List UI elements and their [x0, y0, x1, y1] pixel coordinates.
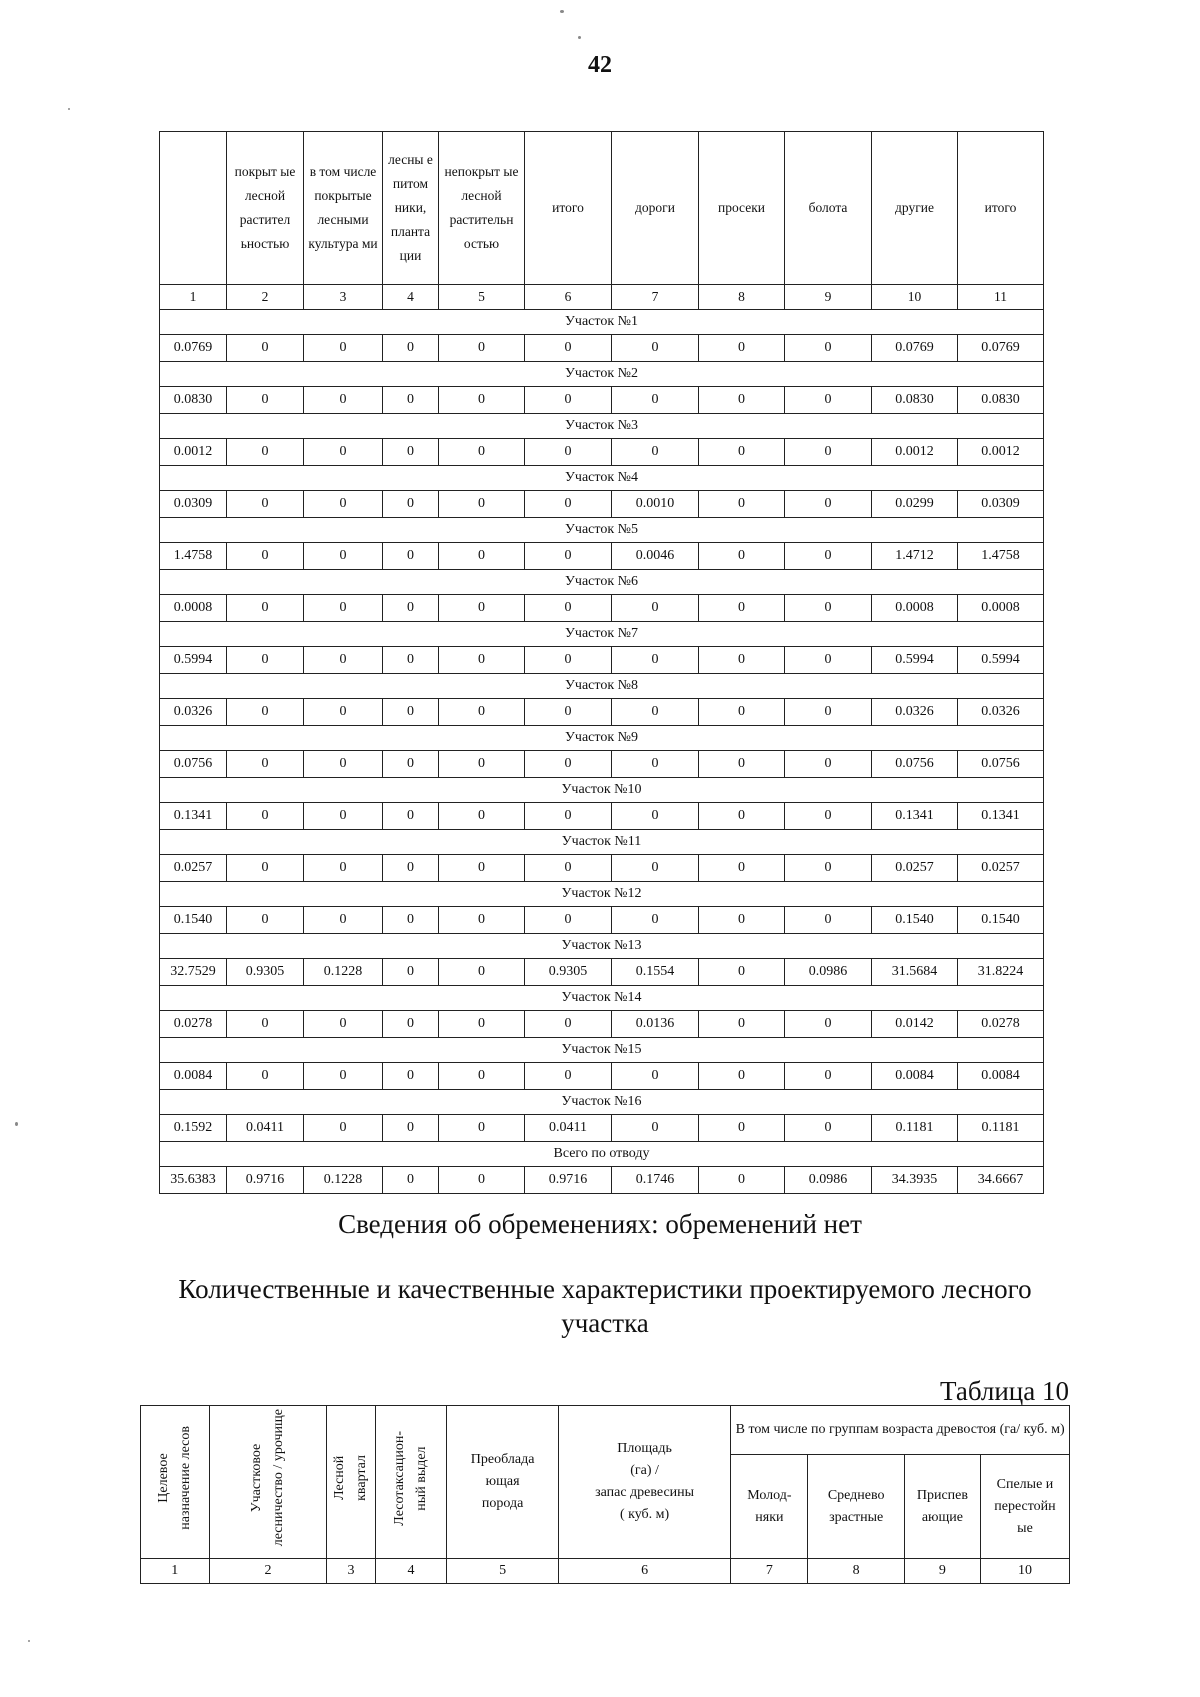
section-title: Участок №15 [160, 1038, 1044, 1063]
table-cell: 0 [383, 491, 439, 518]
table-cell: 0 [785, 907, 872, 934]
section-title: Участок №14 [160, 986, 1044, 1011]
table-cell: 0 [525, 387, 612, 414]
table-cell: 0.0769 [160, 335, 227, 362]
table-cell: 35.6383 [160, 1167, 227, 1194]
table-cell: 0.0008 [958, 595, 1044, 622]
table-cell: 0 [525, 491, 612, 518]
table-cell: 0 [383, 1011, 439, 1038]
column-number-row [160, 285, 1044, 310]
section-header-row [160, 1142, 1044, 1167]
table-cell: 0 [439, 1115, 525, 1142]
col-header-mature: Спелые и перестойн ые [980, 1455, 1069, 1559]
section-title: Участок №2 [160, 362, 1044, 387]
table-cell: 0.0756 [872, 751, 958, 778]
section-title: Участок №1 [160, 310, 1044, 335]
table-cell: 0 [227, 647, 304, 674]
table-row [160, 491, 1044, 518]
table-cell: 0.0010 [612, 491, 699, 518]
column-number: 2 [227, 285, 304, 310]
table-cell: 0.0830 [160, 387, 227, 414]
table-cell: 0 [699, 959, 785, 986]
section-title: Участок №7 [160, 622, 1044, 647]
column-number: 9 [785, 285, 872, 310]
section-header-row [160, 778, 1044, 803]
section-title: Участок №4 [160, 466, 1044, 491]
table-cell: 0.1181 [872, 1115, 958, 1142]
table-cell: 0 [304, 751, 383, 778]
table-cell: 0 [304, 855, 383, 882]
table-cell: 0 [227, 751, 304, 778]
table-cell: 0 [612, 1115, 699, 1142]
table-cell: 0 [699, 543, 785, 570]
table-cell: 0.0012 [872, 439, 958, 466]
col-header-forestry: Участковое лесничество / урочище [209, 1406, 327, 1559]
table-cell: 0.0830 [958, 387, 1044, 414]
table-cell: 0.1228 [304, 959, 383, 986]
table-cell: 0.0257 [872, 855, 958, 882]
table-row [160, 959, 1044, 986]
section-header-row [160, 986, 1044, 1011]
table-cell: 0.0756 [958, 751, 1044, 778]
table-cell: 0.0309 [958, 491, 1044, 518]
table-cell: 0 [612, 855, 699, 882]
table-cell: 1.4712 [872, 543, 958, 570]
table-cell: 0 [383, 543, 439, 570]
table-cell: 0.0299 [872, 491, 958, 518]
table-cell: 0 [439, 907, 525, 934]
table-cell: 0.0084 [872, 1063, 958, 1090]
table-cell: 0.0326 [872, 699, 958, 726]
section-header-row [160, 934, 1044, 959]
table-cell: 0 [525, 803, 612, 830]
table-cell: 0 [785, 439, 872, 466]
section-title: Участок №16 [160, 1090, 1044, 1115]
table-cell: 0.9716 [227, 1167, 304, 1194]
section-title: Всего по отводу [160, 1142, 1044, 1167]
table-body [160, 285, 1044, 1194]
table-cell: 0 [439, 803, 525, 830]
table-cell: 0 [612, 699, 699, 726]
table-cell: 0 [699, 699, 785, 726]
col-header-ripening: Приспев ающие [904, 1455, 980, 1559]
table-row [160, 907, 1044, 934]
col-header: дороги [612, 132, 699, 285]
table-cell: 0 [383, 387, 439, 414]
table-cell: 0.9305 [525, 959, 612, 986]
section-header-row [160, 1090, 1044, 1115]
col-header: в том числе покрытые лесными культура ми [304, 132, 383, 285]
table-cell: 0 [439, 543, 525, 570]
section-title: Участок №3 [160, 414, 1044, 439]
section-title: Участок №8 [160, 674, 1044, 699]
table-cell: 0 [227, 907, 304, 934]
section-title: Участок №11 [160, 830, 1044, 855]
table-cell: 0 [304, 1063, 383, 1090]
column-number: 3 [327, 1559, 375, 1584]
table-cell: 0 [699, 647, 785, 674]
table-cell: 0 [304, 335, 383, 362]
section-header-row [160, 726, 1044, 751]
table-cell: 1.4758 [160, 543, 227, 570]
table-cell: 0 [304, 491, 383, 518]
col-header: другие [872, 132, 958, 285]
table-cell: 0 [227, 387, 304, 414]
column-number: 1 [160, 285, 227, 310]
table-cell: 0 [699, 751, 785, 778]
section-header-row [160, 882, 1044, 907]
table-cell: 0 [439, 647, 525, 674]
table-cell: 0.0326 [958, 699, 1044, 726]
column-number: 6 [558, 1559, 731, 1584]
section-title: Участок №6 [160, 570, 1044, 595]
table-cell: 0 [525, 1011, 612, 1038]
table-row [160, 1063, 1044, 1090]
table-cell: 0 [785, 335, 872, 362]
column-number: 5 [439, 285, 525, 310]
table-cell: 0.0278 [958, 1011, 1044, 1038]
table-cell: 0 [785, 543, 872, 570]
table-cell: 0 [227, 491, 304, 518]
table-cell: 0 [383, 1167, 439, 1194]
table-cell: 0 [439, 1167, 525, 1194]
col-header-species: Преоблада ющая порода [447, 1406, 558, 1559]
table-cell: 0 [525, 699, 612, 726]
table-cell: 0 [304, 387, 383, 414]
table-cell: 0 [785, 491, 872, 518]
column-number: 3 [304, 285, 383, 310]
col-header: просеки [699, 132, 785, 285]
table-cell: 0 [612, 907, 699, 934]
column-number: 1 [141, 1559, 210, 1584]
table-cell: 0.0411 [525, 1115, 612, 1142]
table-row [160, 1167, 1044, 1194]
table-cell: 0.1228 [304, 1167, 383, 1194]
table-cell: 0.1592 [160, 1115, 227, 1142]
table-cell: 0.5994 [872, 647, 958, 674]
section-header-row [160, 518, 1044, 543]
table-cell: 0 [227, 543, 304, 570]
table-cell: 0.1181 [958, 1115, 1044, 1142]
table-cell: 0 [383, 439, 439, 466]
table-cell: 0 [383, 751, 439, 778]
table-row [160, 803, 1044, 830]
table-cell: 0.5994 [958, 647, 1044, 674]
col-header-purpose: Целевое назначение лесов [141, 1406, 210, 1559]
table-cell: 0 [439, 439, 525, 466]
table-cell: 0 [439, 1011, 525, 1038]
table-cell: 0 [785, 1063, 872, 1090]
table-cell: 0.0084 [958, 1063, 1044, 1090]
characteristics-table [140, 1405, 1070, 1584]
table-cell: 0.0769 [872, 335, 958, 362]
table-cell: 0 [525, 439, 612, 466]
col-header [160, 132, 227, 285]
page-number: 42 [588, 52, 612, 78]
table-cell: 0 [227, 335, 304, 362]
table-cell: 0 [227, 595, 304, 622]
section-title: Участок №5 [160, 518, 1044, 543]
table-cell: 0 [304, 647, 383, 674]
col-header-middle-aged: Среднево зрастные [808, 1455, 904, 1559]
table-cell: 0.0986 [785, 959, 872, 986]
table-header-row [160, 132, 1044, 285]
table-cell: 0.0046 [612, 543, 699, 570]
column-number-row [141, 1559, 1070, 1584]
table-cell: 0 [383, 335, 439, 362]
table-cell: 0 [439, 959, 525, 986]
section-header-row [160, 310, 1044, 335]
table-cell: 0 [383, 803, 439, 830]
section-header-row [160, 362, 1044, 387]
section-header-row [160, 830, 1044, 855]
table-row [160, 439, 1044, 466]
table-row [160, 387, 1044, 414]
table-cell: 0 [383, 855, 439, 882]
table-cell: 0 [304, 543, 383, 570]
section-header-row [160, 570, 1044, 595]
table-cell: 0 [612, 335, 699, 362]
table-cell: 0 [383, 595, 439, 622]
table-cell: 0.5994 [160, 647, 227, 674]
table-cell: 0 [785, 387, 872, 414]
column-number: 7 [731, 1559, 808, 1584]
col-header-plot: Лесотаксацион- ный выдел [375, 1406, 447, 1559]
col-header: непокрыт ые лесной растительн остью [439, 132, 525, 285]
table-cell: 0.1341 [160, 803, 227, 830]
table-cell: 0 [383, 1063, 439, 1090]
table-cell: 0.0008 [872, 595, 958, 622]
table-cell: 0 [525, 907, 612, 934]
table-cell: 0 [525, 647, 612, 674]
column-number: 2 [209, 1559, 327, 1584]
table-cell: 0.0012 [958, 439, 1044, 466]
table-cell: 0 [699, 1167, 785, 1194]
table-row [160, 335, 1044, 362]
table-row [160, 1011, 1044, 1038]
table-cell: 0 [439, 855, 525, 882]
table-cell: 34.6667 [958, 1167, 1044, 1194]
table-cell: 0 [699, 803, 785, 830]
table-row [160, 595, 1044, 622]
table-cell: 0 [785, 803, 872, 830]
table-cell: 0 [227, 699, 304, 726]
section-title: Участок №10 [160, 778, 1044, 803]
table-cell: 0 [383, 699, 439, 726]
col-header: покрыт ые лесной растител ьностью [227, 132, 304, 285]
table-cell: 32.7529 [160, 959, 227, 986]
column-number: 7 [612, 285, 699, 310]
table-row [160, 1115, 1044, 1142]
table-cell: 0 [525, 595, 612, 622]
table-cell: 0.0142 [872, 1011, 958, 1038]
table-cell: 0 [785, 751, 872, 778]
table-cell: 0 [227, 855, 304, 882]
table-cell: 0 [304, 699, 383, 726]
table-cell: 0 [785, 855, 872, 882]
table-cell: 0 [612, 595, 699, 622]
table-cell: 0 [439, 491, 525, 518]
table-cell: 0.0309 [160, 491, 227, 518]
column-number: 4 [383, 285, 439, 310]
table-cell: 0.0986 [785, 1167, 872, 1194]
table-cell: 0 [699, 491, 785, 518]
col-header-young: Молод- няки [731, 1455, 808, 1559]
table-cell: 0 [439, 335, 525, 362]
table-cell: 0 [612, 647, 699, 674]
table-cell: 0 [525, 1063, 612, 1090]
section-header-row [160, 414, 1044, 439]
column-number: 11 [958, 285, 1044, 310]
table-cell: 31.8224 [958, 959, 1044, 986]
table-cell: 0 [439, 1063, 525, 1090]
table-cell: 0.1540 [160, 907, 227, 934]
table-cell: 0.9305 [227, 959, 304, 986]
col-header: итого [958, 132, 1044, 285]
table-cell: 0 [227, 1011, 304, 1038]
table-cell: 0.1554 [612, 959, 699, 986]
table-cell: 0 [525, 335, 612, 362]
col-header: итого [525, 132, 612, 285]
table-cell: 0 [699, 907, 785, 934]
table-cell: 0.1540 [958, 907, 1044, 934]
section-header-row [160, 466, 1044, 491]
table-cell: 0.1540 [872, 907, 958, 934]
table-cell: 0.0084 [160, 1063, 227, 1090]
table-cell: 1.4758 [958, 543, 1044, 570]
section-title: Количественные и качественные характеристики проектируемого лесного участка [178, 1274, 1032, 1338]
table-cell: 0.0830 [872, 387, 958, 414]
table-cell: 0 [699, 387, 785, 414]
table-cell: 0 [304, 803, 383, 830]
table-cell: 0 [612, 439, 699, 466]
table-cell: 0 [612, 751, 699, 778]
encumbrance-statement: Сведения об обременениях: обременений нет [338, 1209, 862, 1239]
table-cell: 0.0012 [160, 439, 227, 466]
table-cell: 0.1341 [872, 803, 958, 830]
plot-area-table [159, 131, 1044, 1194]
table-label: Таблица 10 [940, 1376, 1069, 1406]
table-cell: 0 [785, 1115, 872, 1142]
table-cell: 0 [699, 1115, 785, 1142]
table-cell: 0.0257 [958, 855, 1044, 882]
table-cell: 0 [383, 907, 439, 934]
table-cell: 0.0257 [160, 855, 227, 882]
table-cell: 0 [227, 439, 304, 466]
col-header-quarter: Лесной квартал [327, 1406, 375, 1559]
table-cell: 0 [785, 595, 872, 622]
table-cell: 0 [699, 1011, 785, 1038]
table-cell: 0 [304, 439, 383, 466]
table-cell: 0 [785, 647, 872, 674]
table-cell: 0 [612, 1063, 699, 1090]
table-cell: 31.5684 [872, 959, 958, 986]
table-cell: 34.3935 [872, 1167, 958, 1194]
table-cell: 0 [439, 595, 525, 622]
table-cell: 0 [227, 1063, 304, 1090]
table-cell: 0 [699, 855, 785, 882]
column-number: 5 [447, 1559, 558, 1584]
section-header-row [160, 674, 1044, 699]
table-cell: 0 [612, 803, 699, 830]
table-cell: 0 [699, 1063, 785, 1090]
table-cell: 0.1746 [612, 1167, 699, 1194]
col-header: лесны е питом ники, планта ции [383, 132, 439, 285]
col-header: болота [785, 132, 872, 285]
table-cell: 0.0411 [227, 1115, 304, 1142]
table-row [160, 647, 1044, 674]
table-cell: 0 [699, 595, 785, 622]
column-number: 10 [872, 285, 958, 310]
column-number: 8 [699, 285, 785, 310]
column-number: 6 [525, 285, 612, 310]
table-cell: 0 [612, 387, 699, 414]
table-row [160, 855, 1044, 882]
table-cell: 0.0756 [160, 751, 227, 778]
column-number: 4 [375, 1559, 447, 1584]
table-cell: 0.0278 [160, 1011, 227, 1038]
table-cell: 0 [383, 1115, 439, 1142]
section-title: Участок №13 [160, 934, 1044, 959]
table-cell: 0 [383, 959, 439, 986]
section-title: Участок №12 [160, 882, 1044, 907]
table-cell: 0 [525, 855, 612, 882]
table-row [160, 699, 1044, 726]
table-cell: 0.0326 [160, 699, 227, 726]
table-row [160, 543, 1044, 570]
column-number: 9 [904, 1559, 980, 1584]
table-cell: 0 [439, 387, 525, 414]
table-cell: 0.0136 [612, 1011, 699, 1038]
col-header-area: Площадь (га) / запас древесины ( куб. м) [558, 1406, 731, 1559]
table-cell: 0 [439, 751, 525, 778]
table-cell: 0 [383, 647, 439, 674]
table-cell: 0 [785, 1011, 872, 1038]
section-header-row [160, 622, 1044, 647]
col-header-age-groups: В том числе по группам возраста древостоя (га/ куб. м) [731, 1406, 1070, 1455]
table-cell: 0 [525, 543, 612, 570]
table-cell: 0.0008 [160, 595, 227, 622]
table-row [160, 751, 1044, 778]
table-cell: 0 [699, 439, 785, 466]
table-cell: 0.1341 [958, 803, 1044, 830]
table-cell: 0 [439, 699, 525, 726]
table-cell: 0.0769 [958, 335, 1044, 362]
section-header-row [160, 1038, 1044, 1063]
table-cell: 0 [304, 595, 383, 622]
table-cell: 0.9716 [525, 1167, 612, 1194]
table-cell: 0 [227, 803, 304, 830]
table-cell: 0 [785, 699, 872, 726]
table-cell: 0 [525, 751, 612, 778]
column-number: 10 [980, 1559, 1069, 1584]
table-cell: 0 [304, 907, 383, 934]
column-number: 8 [808, 1559, 904, 1584]
table-cell: 0 [699, 335, 785, 362]
table-cell: 0 [304, 1011, 383, 1038]
section-title: Участок №9 [160, 726, 1044, 751]
table-cell: 0 [304, 1115, 383, 1142]
